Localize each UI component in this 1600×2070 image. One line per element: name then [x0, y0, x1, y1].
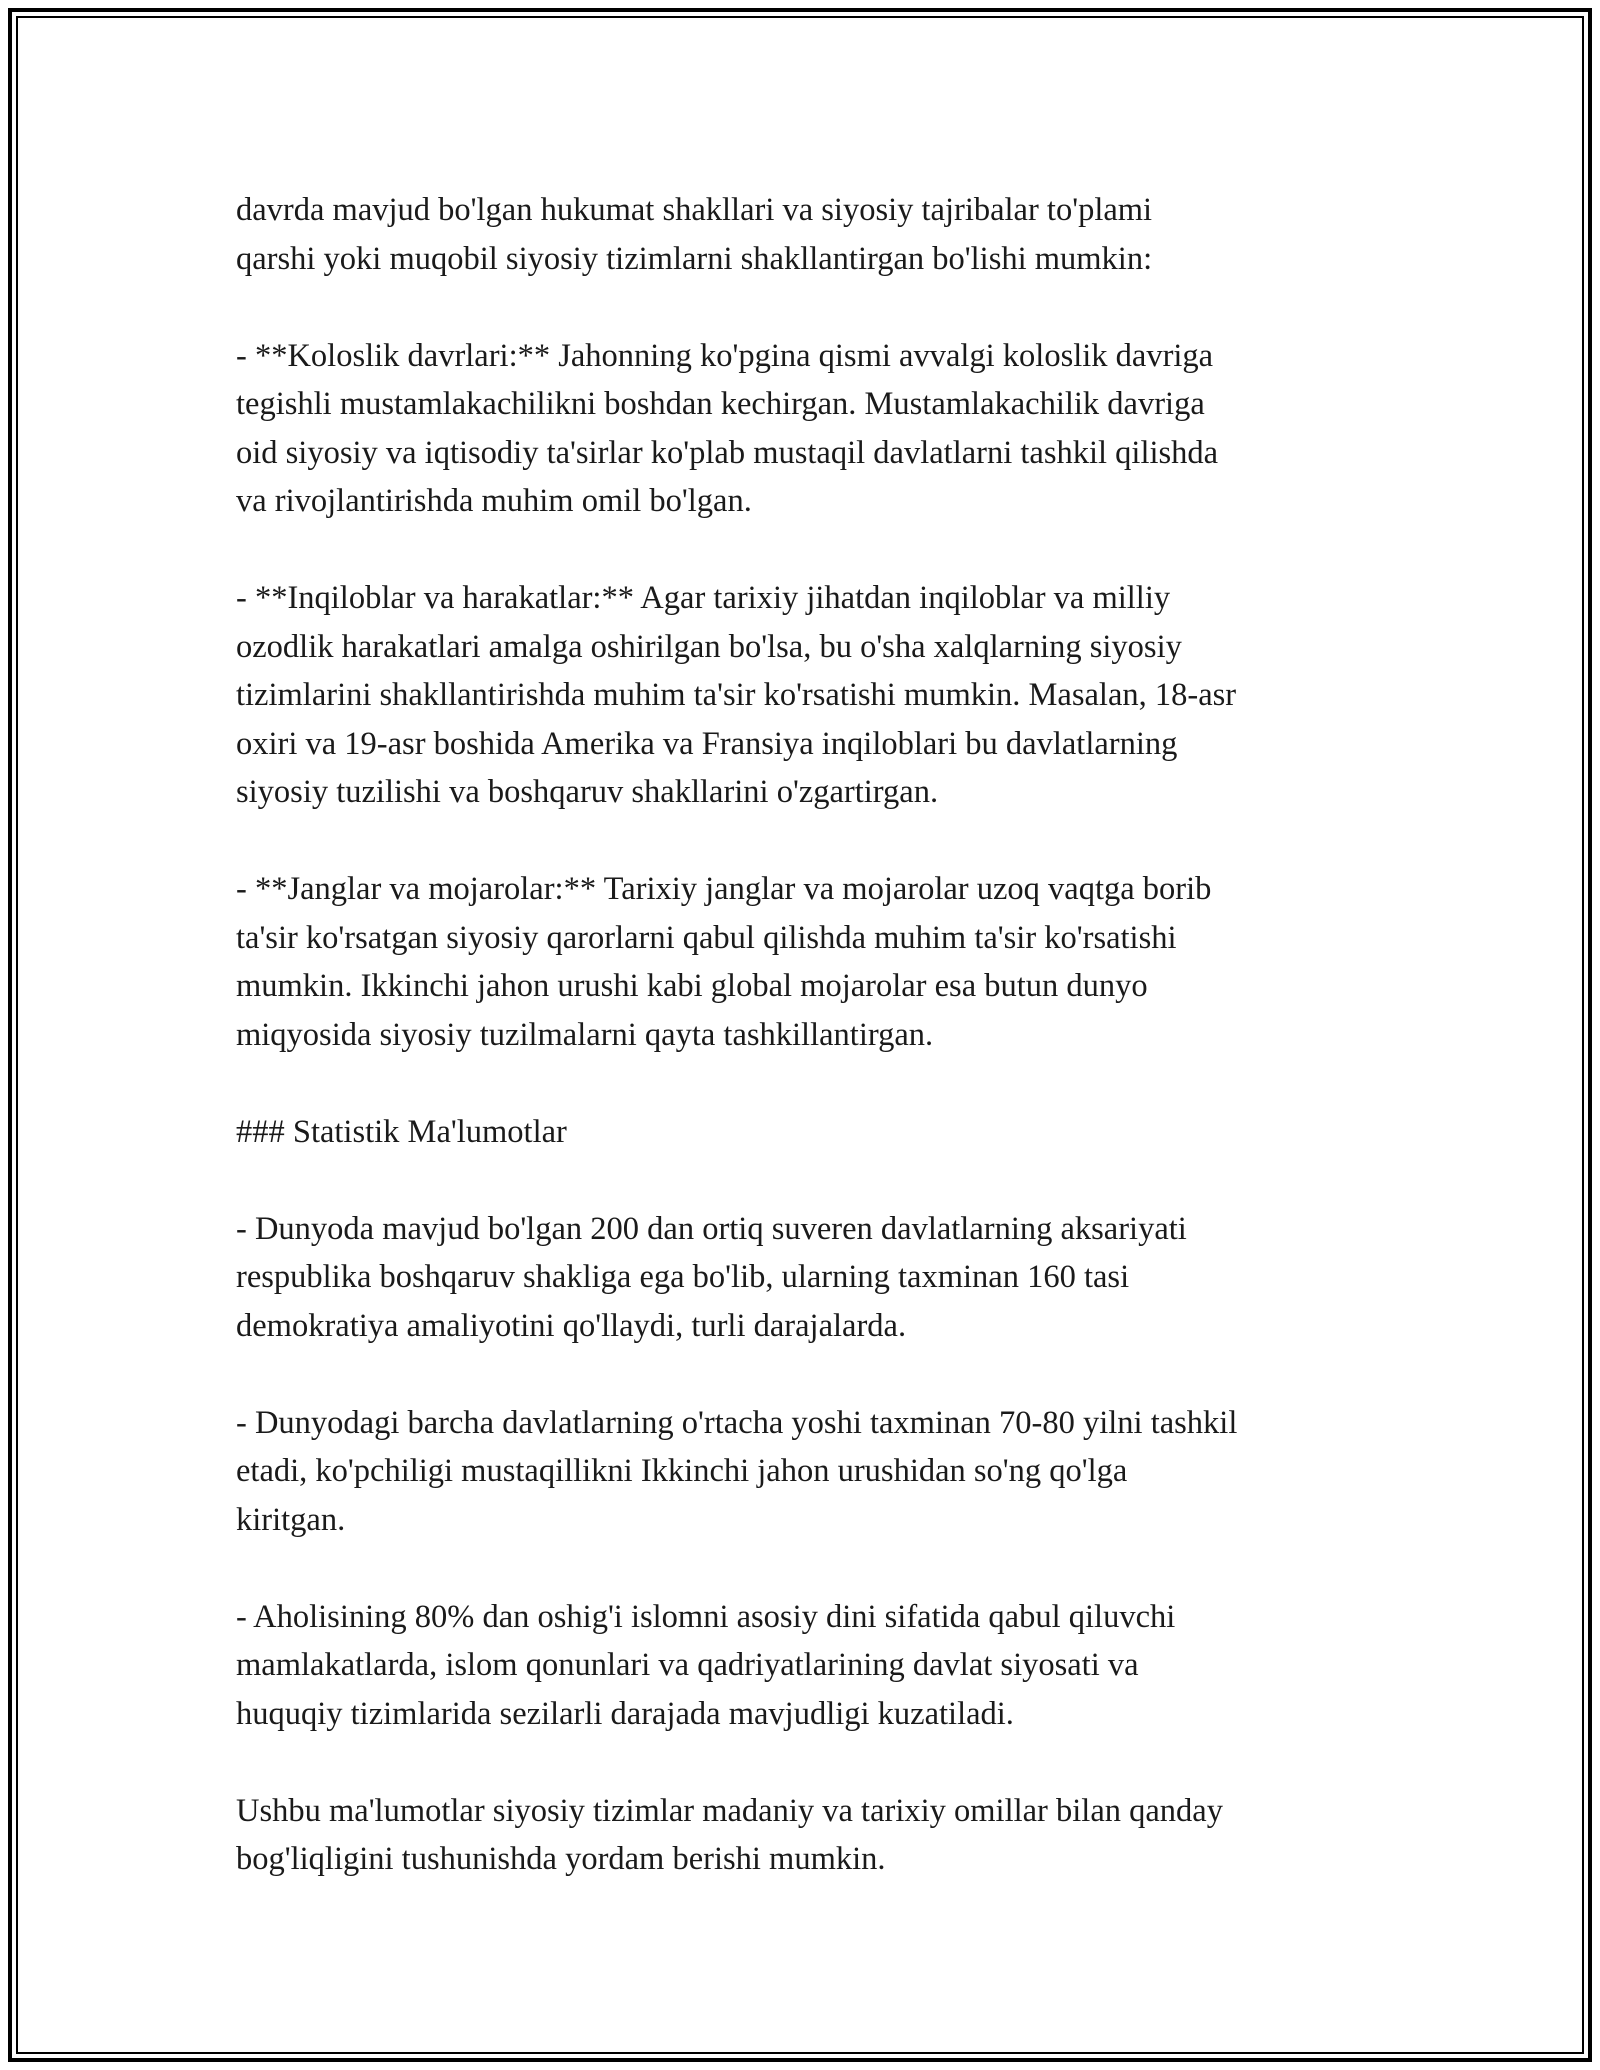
stat-state-age-paragraph: - Dunyodagi barcha davlatlarning o'rtacha yoshi taxminan 70-80 yilni tashkil etadi, ko'pchiligi mustaqillikni Ikkinchi jahon urushidan so'ng qo'lga kiritgan.: [236, 1404, 1238, 1538]
statistics-heading: ### Statistik Ma'lumotlar: [236, 1113, 567, 1150]
colonial-periods-paragraph: - **Koloslik davrlari:** Jahonning ko'pgina qismi avvalgi koloslik davriga tegishli mustamlakachilikni boshdan kechirgan. Mustamlakachilik davriga oid siyosiy va iqtisodiy ta'sirlar ko'plab mustaqil davlatlarni tashkil qilishda va rivojlantirishda muhim omil bo'lgan.: [236, 337, 1219, 519]
document-body: [236, 186, 1376, 1884]
intro-paragraph: davrda mavjud bo'lgan hukumat shakllari va siyosiy tajribalar to'plami qarshi yoki muqobil siyosiy tizimlarni shakllantirgan bo'lishi mumkin:: [236, 192, 1153, 277]
wars-conflicts-paragraph: - **Janglar va mojarolar:** Tarixiy janglar va mojarolar uzoq vaqtga borib ta'sir ko'rsatgan siyosiy qarorlarni qabul qilishda muhim ta'sir ko'rsatishi mumkin. Ikkinchi jahon urushi kabi global mojarolar esa butun dunyo miqyosida siyosiy tuzilmalarni qayta tashkillantirgan.: [236, 871, 1212, 1053]
stat-islamic-countries-paragraph: - Aholisining 80% dan oshig'i islomni asosiy dini sifatida qabul qiluvchi mamlakatlarda, islom qonunlari va qadriyatlarining davlat siyosati va huquqiy tizimlarida sezilarli darajada mavjudligi kuzatiladi.: [236, 1598, 1176, 1732]
conclusion-paragraph: Ushbu ma'lumotlar siyosiy tizimlar madaniy va tarixiy omillar bilan qanday bog'liqligini tushunishda yordam berishi mumkin.: [236, 1792, 1223, 1877]
revolutions-paragraph: - **Inqiloblar va harakatlar:** Agar tarixiy jihatdan inqiloblar va milliy ozodlik harakatlari amalga oshirilgan bo'lsa, bu o'sha xalqlarning siyosiy tizimlarini shakllantirishda muhim ta'sir ko'rsatishi mumkin. Masalan, 18-asr oxiri va 19-asr boshida Amerika va Fransiya inqiloblari bu davlatlarning siyosiy tuzilishi va boshqaruv shakllarini o'zgartirgan.: [236, 580, 1237, 810]
stat-republics-paragraph: - Dunyoda mavjud bo'lgan 200 dan ortiq suveren davlatlarning aksariyati respublika boshqaruv shakliga ega bo'lib, ularning taxminan 160 tasi demokratiya amaliyotini qo'llaydi, turli darajalarda.: [236, 1210, 1187, 1344]
